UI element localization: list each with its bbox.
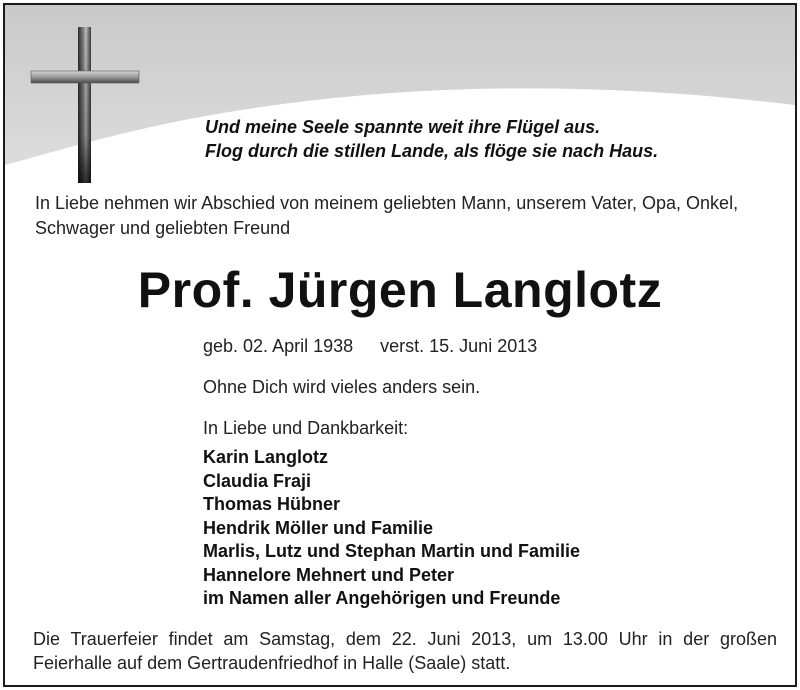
mourner-name: Hannelore Mehnert und Peter	[203, 564, 455, 585]
motto-text: Ohne Dich wird vieles anders sein.	[203, 377, 481, 397]
mourner-name: Marlis, Lutz und Stephan Martin und Familie	[203, 541, 581, 561]
deceased-name: Prof. Jürgen Langlotz	[137, 262, 663, 318]
farewell-intro: In Liebe nehmen wir Abschied von meinem geliebten Mann, unserem Vater, Opa, Onkel, Schwager und geliebten Freund	[35, 193, 739, 238]
life-dates	[203, 334, 537, 358]
quote-line: Flog durch die stillen Lande, als flöge sie nach Haus.	[205, 141, 659, 161]
mourner-name: im Namen aller Angehörigen und Freunde	[203, 588, 561, 608]
birth-date: geb. 02. April 1938	[203, 336, 354, 356]
gratitude-heading: In Liebe und Dankbarkeit:	[203, 418, 409, 438]
obituary-notice	[3, 3, 797, 687]
epigraph-quote	[205, 115, 658, 163]
mourners-list	[203, 446, 580, 611]
cross-icon	[29, 27, 141, 183]
mourner-name: Karin Langlotz	[203, 447, 328, 467]
mourner-name: Claudia Fraji	[203, 470, 312, 491]
death-date: verst. 15. Juni 2013	[380, 336, 538, 356]
mourner-name: Hendrik Möller und Familie	[203, 517, 434, 538]
mourner-name: Thomas Hübner	[203, 494, 341, 514]
quote-line: Und meine Seele spannte weit ihre Flügel aus.	[205, 117, 601, 137]
funeral-service-info: Die Trauerfeier findet am Samstag, dem 22. Juni 2013, um 13.00 Uhr in der großen Feierhalle auf dem Gertraudenfriedhof in Halle (Saale) statt.	[33, 629, 777, 673]
